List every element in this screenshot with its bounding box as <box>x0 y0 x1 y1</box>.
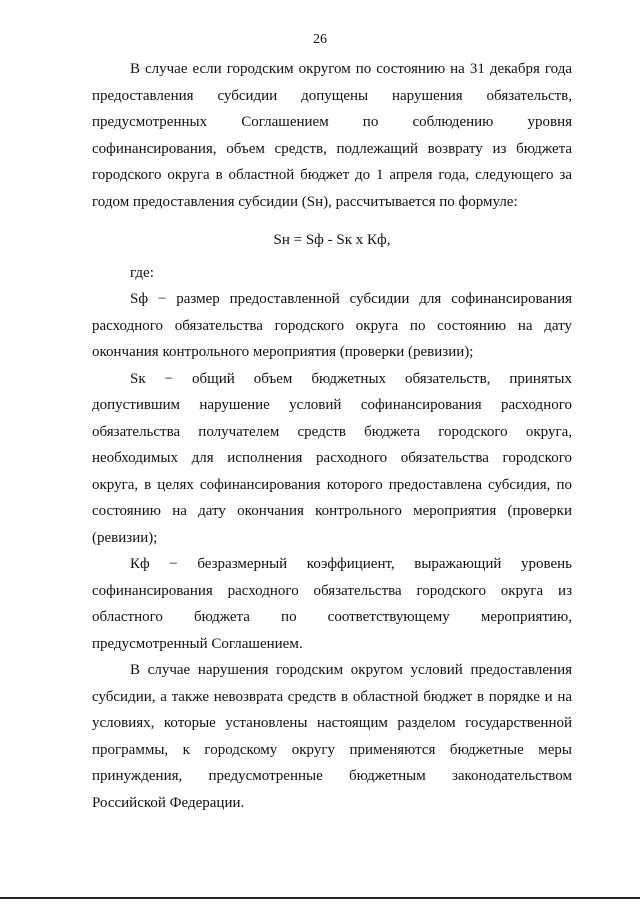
document-body <box>92 56 572 816</box>
definition-sk: Sк − общий объем бюджетных обязательств, принятых допустившим нарушение условий софинансирования расходного обязательства получателем средств бюджета городского округа, необходимых для исполнения расходного обязательства городского округа, в целях софинансирования которого предоставлена субсидия, по состоянию на дату окончания контрольного мероприятия (проверки (ревизии); <box>92 370 572 546</box>
page-number: 26 <box>313 32 327 47</box>
formula: Sн = Sф - Sк х Кф, <box>273 232 391 248</box>
definition-sf: Sф − размер предоставленной субсидии для софинансирования расходного обязательства городского округа по состоянию на дату окончания контрольного мероприятия (проверки (ревизии); <box>92 291 572 360</box>
paragraph-return-conditions: В случае если городским округом по состоянию на 31 декабря года предоставления субсидии допущены нарушения обязательств, предусмотренных Соглашением по соблюдению уровня софинансирования, объем средств, подлежащий возврату из бюджета городского округа в областной бюджет до 1 апреля года, следующего за годом предоставления субсидии (Sн), рассчитывается по формуле: <box>92 61 572 210</box>
paragraph-violation-measures: В случае нарушения городским округом условий предоставления субсидии, а также невозврата средств в областной бюджет в порядке и на условиях, которые установлены настоящим разделом государственной программы, к городскому округу применяются бюджетные меры принуждения, предусмотренные бюджетным законодательством Российской Федерации. <box>92 662 572 811</box>
definition-kf: Кф − безразмерный коэффициент, выражающий уровень софинансирования расходного обязательства городского округа из областного бюджета по соответствующему мероприятию, предусмотренный Соглашением. <box>92 556 572 652</box>
formula-where-label: где: <box>130 264 154 281</box>
page-bottom-divider <box>0 897 640 899</box>
